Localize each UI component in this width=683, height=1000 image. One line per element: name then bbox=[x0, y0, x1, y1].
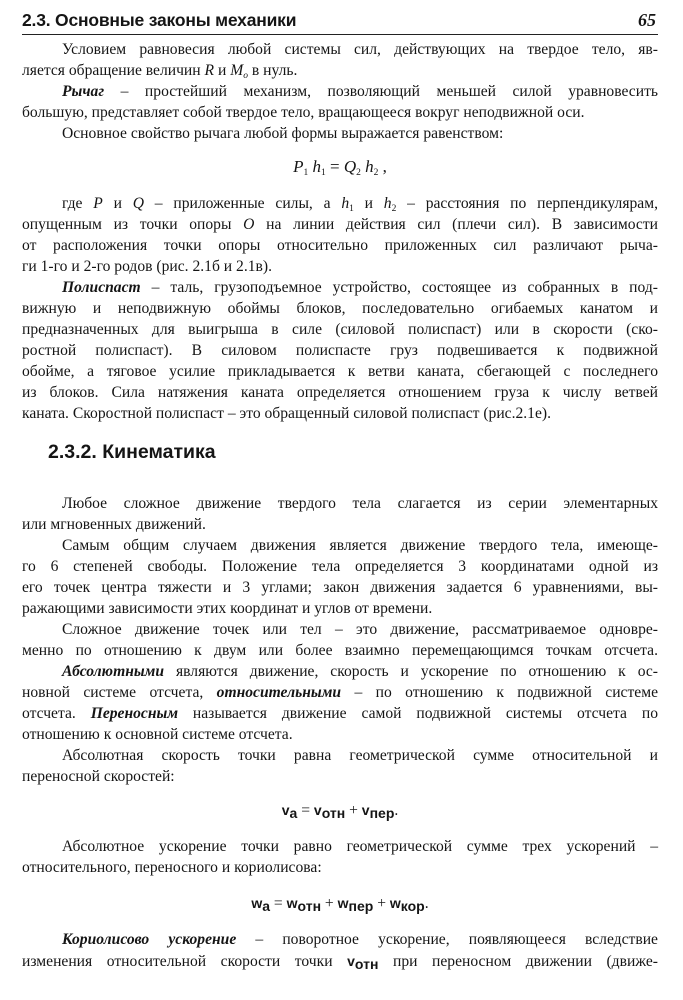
text-line: ростной полиспаст). В силовом полиспасте груз подвешивается к подвижной bbox=[22, 342, 658, 359]
text-line: переносной скоростей: bbox=[22, 768, 175, 785]
text-line: новной системе отсчета, относительными – по отношению к подвижной системе bbox=[22, 684, 658, 701]
formula-velocity: $v_a = v_{отн} + v_{пер}$. bbox=[281, 802, 399, 821]
page-number: 65 bbox=[638, 10, 656, 30]
text-line: обойме, а тяговое усилие прикладывается к ветви каната, сбегающей с последнего bbox=[22, 363, 658, 380]
text-line: го 6 степеней свободы. Положение тела определяется 3 координатами одной из bbox=[22, 558, 658, 575]
term-absolute: Абсолютными bbox=[62, 663, 165, 680]
text-line: каната. Скоростной полиспаст – это обращенный силовой полиспаст (рис.2.1е). bbox=[22, 405, 551, 422]
text-line: опущенным из точки опоры O на линии действия сил (плечи сил). В зависимости bbox=[22, 216, 658, 233]
text-line: ражающими зависимости этих координат и углов от времени. bbox=[22, 600, 433, 617]
text-line: Рычаг – простейший механизм, позволяющий меньшей силой уравновесить bbox=[62, 83, 658, 100]
text-line: Основное свойство рычага любой формы выражается равенством: bbox=[62, 125, 504, 142]
term-lever: Рычаг bbox=[62, 83, 105, 100]
text-line: от расположения точки опоры относительно приложенных сил различают рыча- bbox=[22, 237, 658, 254]
section-title: 2.3.2. Кинематика bbox=[48, 441, 216, 463]
text-line: Условием равновесия любой системы сил, действующих на твердое тело, яв- bbox=[62, 41, 658, 58]
chapter-title: 2.3. Основные законы механики bbox=[22, 10, 297, 30]
text-line: Абсолютная скорость точки равна геометрической сумме относительной и bbox=[62, 747, 658, 764]
term-transfer: Переносным bbox=[90, 705, 179, 722]
formula-acceleration: $w_a = w_{отн} + w_{пер} + w_{кор}$. bbox=[251, 895, 429, 914]
text-line: Абсолютное ускорение точки равно геометрической сумме трех ускорений – bbox=[62, 838, 658, 855]
term-relative: относительными bbox=[216, 684, 342, 701]
text-line: где P и Q – приложенные силы, а $h_1$ и $h_2$ – расстояния по перпендикулярам, bbox=[62, 195, 658, 214]
text-line: Самым общим случаем движения является движение твердого тела, имеюще- bbox=[62, 537, 658, 554]
text-line: ляется обращение величин R и $M_o$ в нуль. bbox=[22, 62, 298, 81]
text-line: относительного, переносного и кориолисова: bbox=[22, 859, 322, 876]
text-line: отношению к основной системе отсчета. bbox=[22, 726, 293, 743]
text-line: ги 1-го и 2-го родов (рис. 2.1б и 2.1в). bbox=[22, 258, 272, 275]
text-line: Сложное движение точек или тел – это движение, рассматриваемое одновре- bbox=[62, 621, 658, 638]
text-line: или мгновенных движений. bbox=[22, 516, 206, 533]
text-line: Абсолютными являются движение, скорость и ускорение по отношению к ос- bbox=[62, 663, 658, 680]
text-line: Полиспаст – таль, грузоподъемное устройство, состоящее из собранных в под- bbox=[62, 279, 658, 296]
text-line: отсчета. Переносным называется движение самой подвижной системы отсчета по bbox=[22, 705, 658, 722]
text-line: предназначенных для выигрыша в силе (силовой полиспаст) или в скорости (ско- bbox=[22, 321, 658, 338]
text-line: Кориолисово ускорение – поворотное ускорение, появляющееся вследствие bbox=[62, 931, 658, 948]
text-line: вижную и неподвижную обоймы блоков, последовательно огибаемых канатом и bbox=[22, 300, 658, 317]
term-pulley: Полиспаст bbox=[62, 279, 141, 296]
running-header bbox=[22, 8, 658, 35]
text-line: большую, представляет собой твердое тело, вращающееся вокруг неподвижной оси. bbox=[22, 104, 585, 121]
text-line: из блоков. Сила натяжения каната определяется отношением груза к числу ветвей bbox=[22, 384, 658, 401]
text-line: менно по отношению к двум или более взаимно перемещающимся точкам отсчета. bbox=[22, 642, 658, 659]
text-line: его точек центра тяжести и 3 углами; закон движения задается 6 уравнениями, вы- bbox=[22, 579, 658, 596]
term-coriolis: Кориолисово ускорение bbox=[62, 931, 237, 948]
text-line: Любое сложное движение твердого тела слагается из серии элементарных bbox=[62, 495, 658, 512]
text-line: изменения относительной скорости точки $v_{отн}$ при переносном движении (движе- bbox=[22, 953, 658, 972]
formula-lever: $P_1$ $h_1 = Q_2$ $h_2$ , bbox=[293, 157, 387, 178]
